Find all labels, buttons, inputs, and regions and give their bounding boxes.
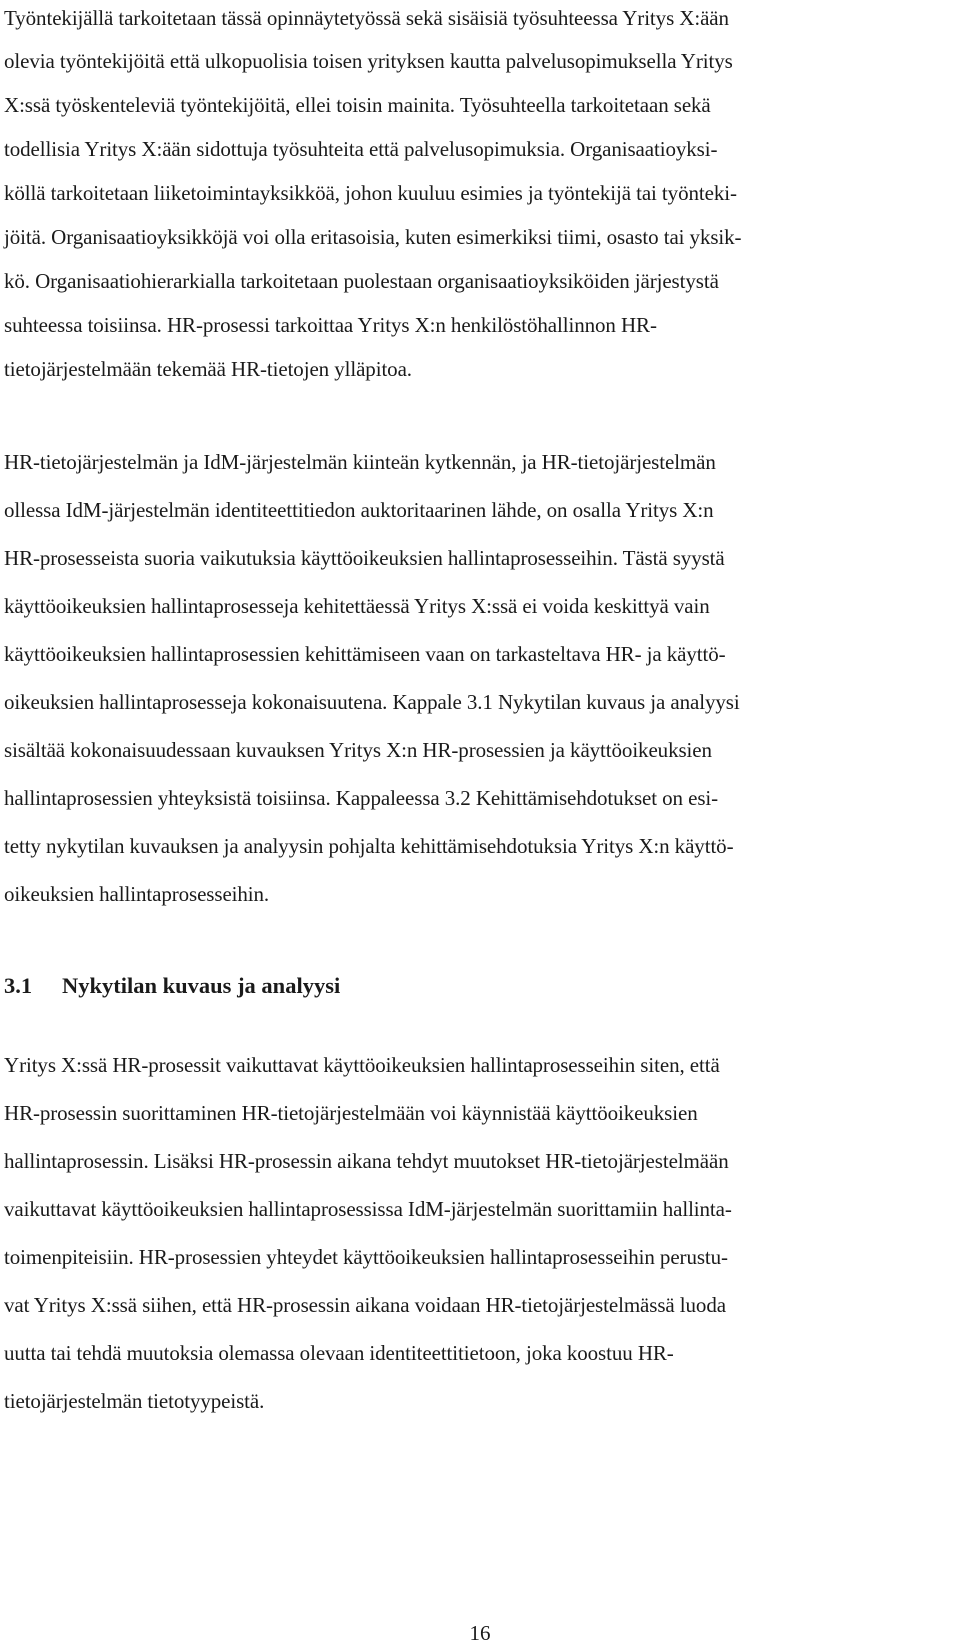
paragraph-line: toimenpiteisiin. HR-prosessien yhteydet käyttöoikeuksien hallintaprosesseihin perustu-	[4, 1245, 728, 1269]
paragraph-line: tietojärjestelmän tietotyypeistä.	[4, 1389, 265, 1413]
paragraph-line: köllä tarkoitetaan liiketoimintayksikköä, johon kuuluu esimies ja työntekijä tai työnteki-	[4, 181, 737, 205]
paragraph-line: tietojärjestelmään tekemää HR-tietojen ylläpitoa.	[4, 357, 412, 381]
paragraph-line: jöitä. Organisaatioyksikköjä voi olla eritasoisia, kuten esimerkiksi tiimi, osasto tai yksik-	[4, 225, 742, 249]
paragraph-line: oikeuksien hallintaprosesseihin.	[4, 882, 270, 906]
paragraph-line: oikeuksien hallintaprosesseja kokonaisuutena. Kappale 3.1 Nykytilan kuvaus ja analyysi	[4, 690, 740, 714]
paragraph-line: kö. Organisaatiohierarkialla tarkoitetaan puolestaan organisaatioyksiköiden järjestystä	[4, 269, 719, 293]
paragraph-line: X:ssä työskenteleviä työntekijöitä, ellei toisin mainita. Työsuhteella tarkoitetaan sekä	[4, 93, 711, 117]
paragraph-line: HR-prosessin suorittaminen HR-tietojärjestelmään voi käynnistää käyttöoikeuksien	[4, 1101, 698, 1125]
paragraph-line: HR-tietojärjestelmän ja IdM-järjestelmän kiinteän kytkennän, ja HR-tietojärjestelmän	[4, 450, 716, 474]
paragraph-line: käyttöoikeuksien hallintaprosessien kehittämiseen vaan on tarkasteltava HR- ja käyttö-	[4, 642, 726, 666]
paragraph-line: sisältää kokonaisuudessaan kuvauksen Yritys X:n HR-prosessien ja käyttöoikeuksien	[4, 738, 712, 762]
section-number: 3.1	[4, 973, 33, 998]
paragraph-line: Työntekijällä tarkoitetaan tässä opinnäytetyössä sekä sisäisiä työsuhteessa Yritys X:ään	[4, 6, 729, 30]
paragraph-line: suhteessa toisiinsa. HR-prosessi tarkoittaa Yritys X:n henkilöstöhallinnon HR-	[4, 313, 657, 337]
paragraph-line: ollessa IdM-järjestelmän identiteettitiedon auktoritaarinen lähde, on osalla Yritys X:n	[4, 498, 714, 522]
section-heading	[4, 972, 340, 1000]
paragraph-line: hallintaprosessin. Lisäksi HR-prosessin aikana tehdyt muutokset HR-tietojärjestelmään	[4, 1149, 729, 1173]
paragraph-line: vat Yritys X:ssä siihen, että HR-prosessin aikana voidaan HR-tietojärjestelmässä luoda	[4, 1293, 726, 1317]
paragraph-line: käyttöoikeuksien hallintaprosesseja kehitettäessä Yritys X:ssä ei voida keskittyä vain	[4, 594, 710, 618]
page-number: 16	[469, 1621, 491, 1645]
paragraph-line: olevia työntekijöitä että ulkopuolisia toisen yrityksen kautta palvelusopimuksella Yritys	[4, 49, 733, 73]
paragraph-line: vaikuttavat käyttöoikeuksien hallintaprosessissa IdM-järjestelmän suorittamiin hallinta-	[4, 1197, 732, 1221]
paragraph-line: uutta tai tehdä muutoksia olemassa olevaan identiteettitietoon, joka koostuu HR-	[4, 1341, 674, 1365]
paragraph-line: hallintaprosessien yhteyksistä toisiinsa. Kappaleessa 3.2 Kehittämisehdotukset on esi-	[4, 786, 719, 810]
paragraph-line: tetty nykytilan kuvauksen ja analyysin pohjalta kehittämisehdotuksia Yritys X:n käyttö-	[4, 834, 734, 858]
section-title: Nykytilan kuvaus ja analyysi	[62, 973, 341, 998]
paragraph-line: HR-prosesseista suoria vaikutuksia käyttöoikeuksien hallintaprosesseihin. Tästä syystä	[4, 546, 725, 570]
paragraph-line: Yritys X:ssä HR-prosessit vaikuttavat käyttöoikeuksien hallintaprosesseihin siten, että	[4, 1053, 720, 1077]
paragraph-line: todellisia Yritys X:ään sidottuja työsuhteita että palvelusopimuksia. Organisaatioyksi-	[4, 137, 718, 161]
